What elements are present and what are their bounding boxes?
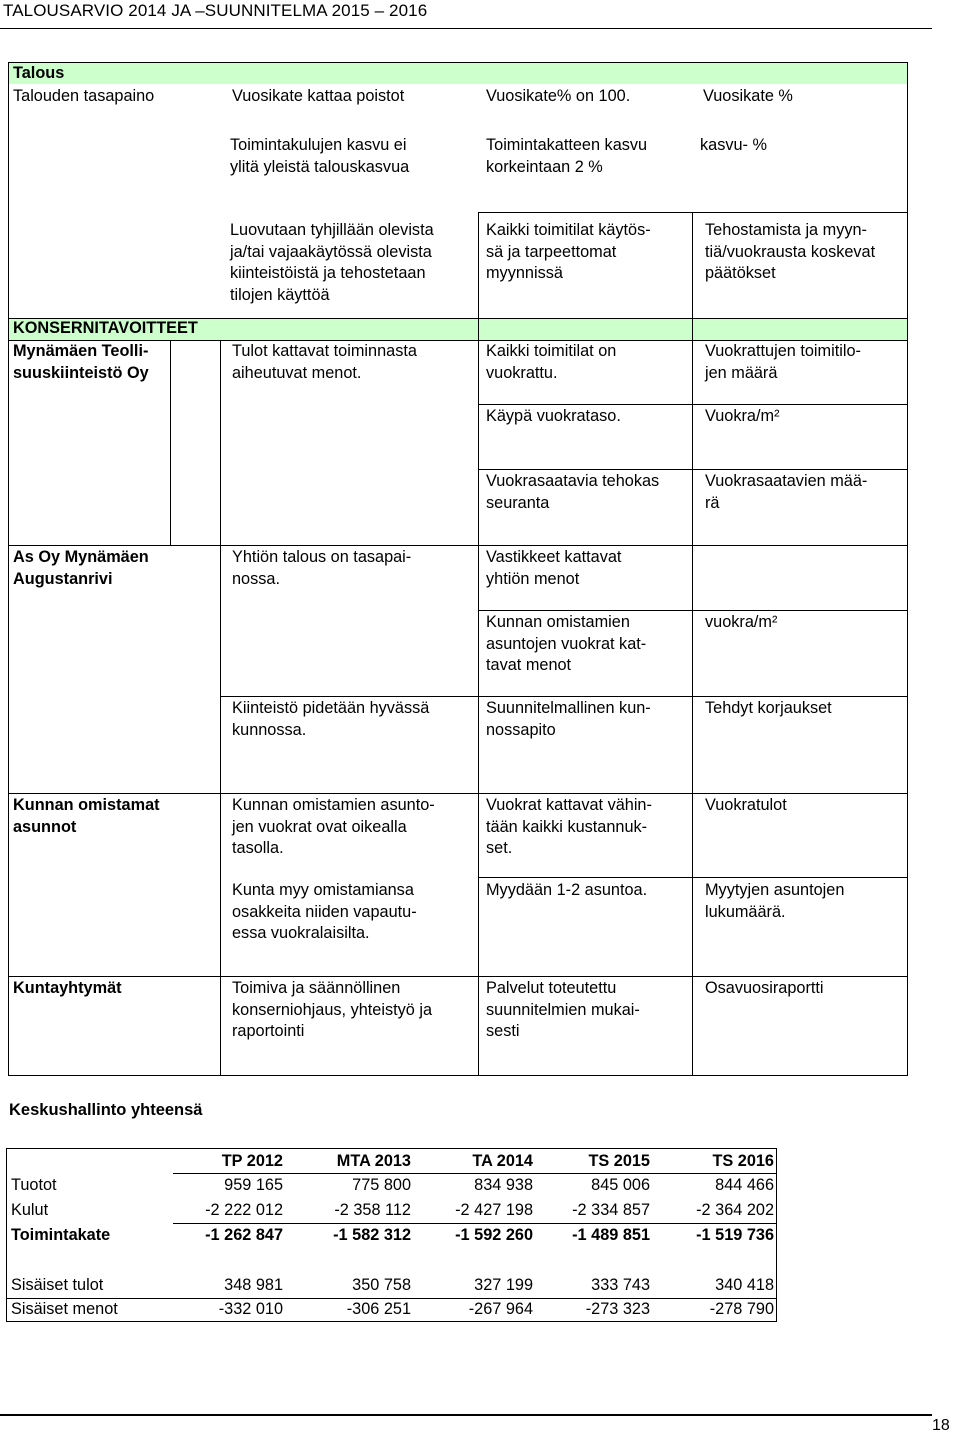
entity-name: Mynämäen Teolli- suuskiinteistö Oy: [13, 342, 149, 382]
finance-table: [6, 1148, 777, 1322]
table-cell: -1 592 260: [455, 1226, 533, 1244]
goal-measure: Kaikki toimitilat on vuokrattu.: [486, 342, 617, 382]
row-label: Toimintakate: [11, 1226, 111, 1244]
goal-measure: Vuokrat kattavat vähin- tään kaikki kustannuk- set.: [486, 796, 652, 857]
column-header: TP 2012: [221, 1152, 283, 1170]
column-header: MTA 2013: [336, 1152, 411, 1170]
table-cell: -332 010: [218, 1300, 283, 1318]
goal-measure: Vuokrasaatavia tehokas seuranta: [486, 472, 660, 512]
column-header: TS 2015: [588, 1152, 650, 1170]
konserni-heading: KONSERNITAVOITTEET: [13, 319, 198, 337]
table-row: [7, 1200, 776, 1224]
grid-line: [478, 696, 908, 697]
finance-header-row: [7, 1151, 776, 1175]
footer-rule: [0, 1414, 932, 1416]
grid-line: [8, 1075, 908, 1076]
goal-indicator: Myytyjen asuntojen lukumäärä.: [705, 881, 845, 921]
grid-line: [478, 469, 908, 470]
grid-line: [478, 610, 908, 611]
entity-name: Kuntayhtymät: [13, 979, 122, 997]
goal-indicator: Vuokrattujen toimitilo- jen määrä: [705, 342, 861, 382]
table-cell: 350 758: [352, 1276, 411, 1294]
goal-indicator: vuokra/m²: [705, 613, 778, 631]
grid-line: [478, 212, 479, 1076]
table-cell: 834 938: [474, 1176, 533, 1194]
goal-measure: Kaikki toimitilat käytös- sä ja tarpeettomat myynnissä: [486, 221, 651, 282]
table-cell: -2 427 198: [455, 1201, 533, 1219]
grid-line: [8, 976, 908, 977]
column-header: TA 2014: [472, 1152, 533, 1170]
table-cell: -1 582 312: [333, 1226, 411, 1244]
goal-indicator: Osavuosiraportti: [705, 979, 824, 997]
row-label: Sisäiset menot: [11, 1300, 118, 1318]
grid-line: [8, 62, 908, 63]
document-title: TALOUSARVIO 2014 JA –SUUNNITELMA 2015 – 2016: [3, 1, 428, 20]
table-cell: -2 334 857: [572, 1201, 650, 1219]
goal-indicator: Vuokratulot: [705, 796, 787, 814]
goal-text: Vuosikate kattaa poistot: [232, 87, 405, 105]
table-cell: 348 981: [224, 1276, 283, 1294]
header-underline: [173, 1173, 777, 1174]
table-row: [7, 1275, 776, 1299]
grid-line: [8, 793, 908, 794]
row-label: Tuotot: [11, 1176, 57, 1194]
entity-name: Kunnan omistamat asunnot: [13, 796, 160, 836]
grid-line: [478, 212, 908, 213]
table-cell: 340 418: [715, 1276, 774, 1294]
goal-measure: Palvelut toteutettu suunnitelmien mukai- sesti: [486, 979, 640, 1040]
table-cell: 775 800: [352, 1176, 411, 1194]
goal-measure: Toimintakatteen kasvu korkeintaan 2 %: [486, 136, 648, 176]
goal-indicator: Tehdyt korjaukset: [705, 699, 832, 717]
table-cell: -273 323: [585, 1300, 650, 1318]
goal-text: Toimintakulujen kasvu ei ylitä yleistä talouskasvua: [230, 136, 410, 176]
goal-text: Kunnan omistamien asunto- jen vuokrat ovat oikealla tasolla.: [232, 796, 435, 857]
goal-text: Kiinteistö pidetään hyvässä kunnossa.: [232, 699, 430, 739]
table-cell: -2 358 112: [334, 1201, 411, 1219]
goal-measure: Myydään 1-2 asuntoa.: [486, 881, 648, 899]
goal-measure: Vastikkeet kattavat yhtiön menot: [486, 548, 622, 588]
column-header: TS 2016: [712, 1152, 774, 1170]
table-cell: -2 222 012: [205, 1201, 283, 1219]
talous-heading: Talous: [13, 64, 65, 82]
table-cell: -267 964: [468, 1300, 533, 1318]
talous-band: [9, 62, 907, 84]
table-cell: -306 251: [346, 1300, 411, 1318]
goal-measure: Suunnitelmallinen kun- nossapito: [486, 699, 651, 739]
goal-indicator: Tehostamista ja myyn- tiä/vuokrausta koskevat päätökset: [705, 221, 876, 282]
goal-area: Talouden tasapaino: [13, 87, 155, 105]
table-cell: -278 790: [709, 1300, 774, 1318]
table-row: [7, 1299, 776, 1323]
row-label: Kulut: [11, 1201, 49, 1219]
grid-line: [8, 62, 9, 1076]
table-cell: 333 743: [591, 1276, 650, 1294]
goal-measure: Käypä vuokrataso.: [486, 407, 621, 425]
grid-line: [8, 545, 908, 546]
row-label: Sisäiset tulot: [11, 1276, 104, 1294]
goal-text: Luovutaan tyhjillään olevista ja/tai vajaakäytössä olevista kiinteistöistä ja tehostetaan tilojen käyttöä: [230, 221, 434, 304]
page-number: 18: [932, 1417, 950, 1434]
goal-text: Yhtiön talous on tasapai- nossa.: [232, 548, 412, 588]
goal-measure: Vuosikate% on 100.: [486, 87, 631, 105]
goal-text: Kunta myy omistamiansa osakkeita niiden vapautu- essa vuokralaisilta.: [232, 881, 417, 942]
grid-line: [170, 340, 171, 545]
table-cell: -1 489 851: [572, 1226, 650, 1244]
table-cell: -2 364 202: [696, 1201, 774, 1219]
finance-title: Keskushallinto yhteensä: [9, 1101, 203, 1119]
grid-line: [907, 62, 908, 1076]
table-cell: 327 199: [474, 1276, 533, 1294]
table-cell: 844 466: [715, 1176, 774, 1194]
table-row: [7, 1225, 776, 1249]
subtotal-line: [173, 1223, 777, 1224]
goal-text: Tulot kattavat toiminnasta aiheutuvat menot.: [232, 342, 417, 382]
goal-indicator: Vuokrasaatavien mää- rä: [705, 472, 868, 512]
goal-measure: Kunnan omistamien asuntojen vuokrat kat- tavat menot: [486, 613, 647, 674]
grid-line: [220, 696, 478, 697]
entity-name: As Oy Mynämäen Augustanrivi: [13, 548, 149, 588]
goal-indicator: Vuosikate %: [703, 87, 793, 105]
table-cell: -1 262 847: [205, 1226, 283, 1244]
grid-line: [478, 404, 908, 405]
goal-indicator: kasvu- %: [700, 136, 767, 154]
grid-line: [478, 877, 908, 878]
table-cell: 959 165: [224, 1176, 283, 1194]
page-header: [0, 0, 932, 29]
goal-indicator: Vuokra/m²: [705, 407, 780, 425]
table-cell: -1 519 736: [696, 1226, 774, 1244]
table-cell: 845 006: [591, 1176, 650, 1194]
table-row: [7, 1175, 776, 1199]
goal-text: Toimiva ja säännöllinen konserniohjaus, yhteistyö ja raportointi: [232, 979, 433, 1040]
grid-line: [220, 340, 221, 1076]
grid-line: [692, 212, 693, 1076]
